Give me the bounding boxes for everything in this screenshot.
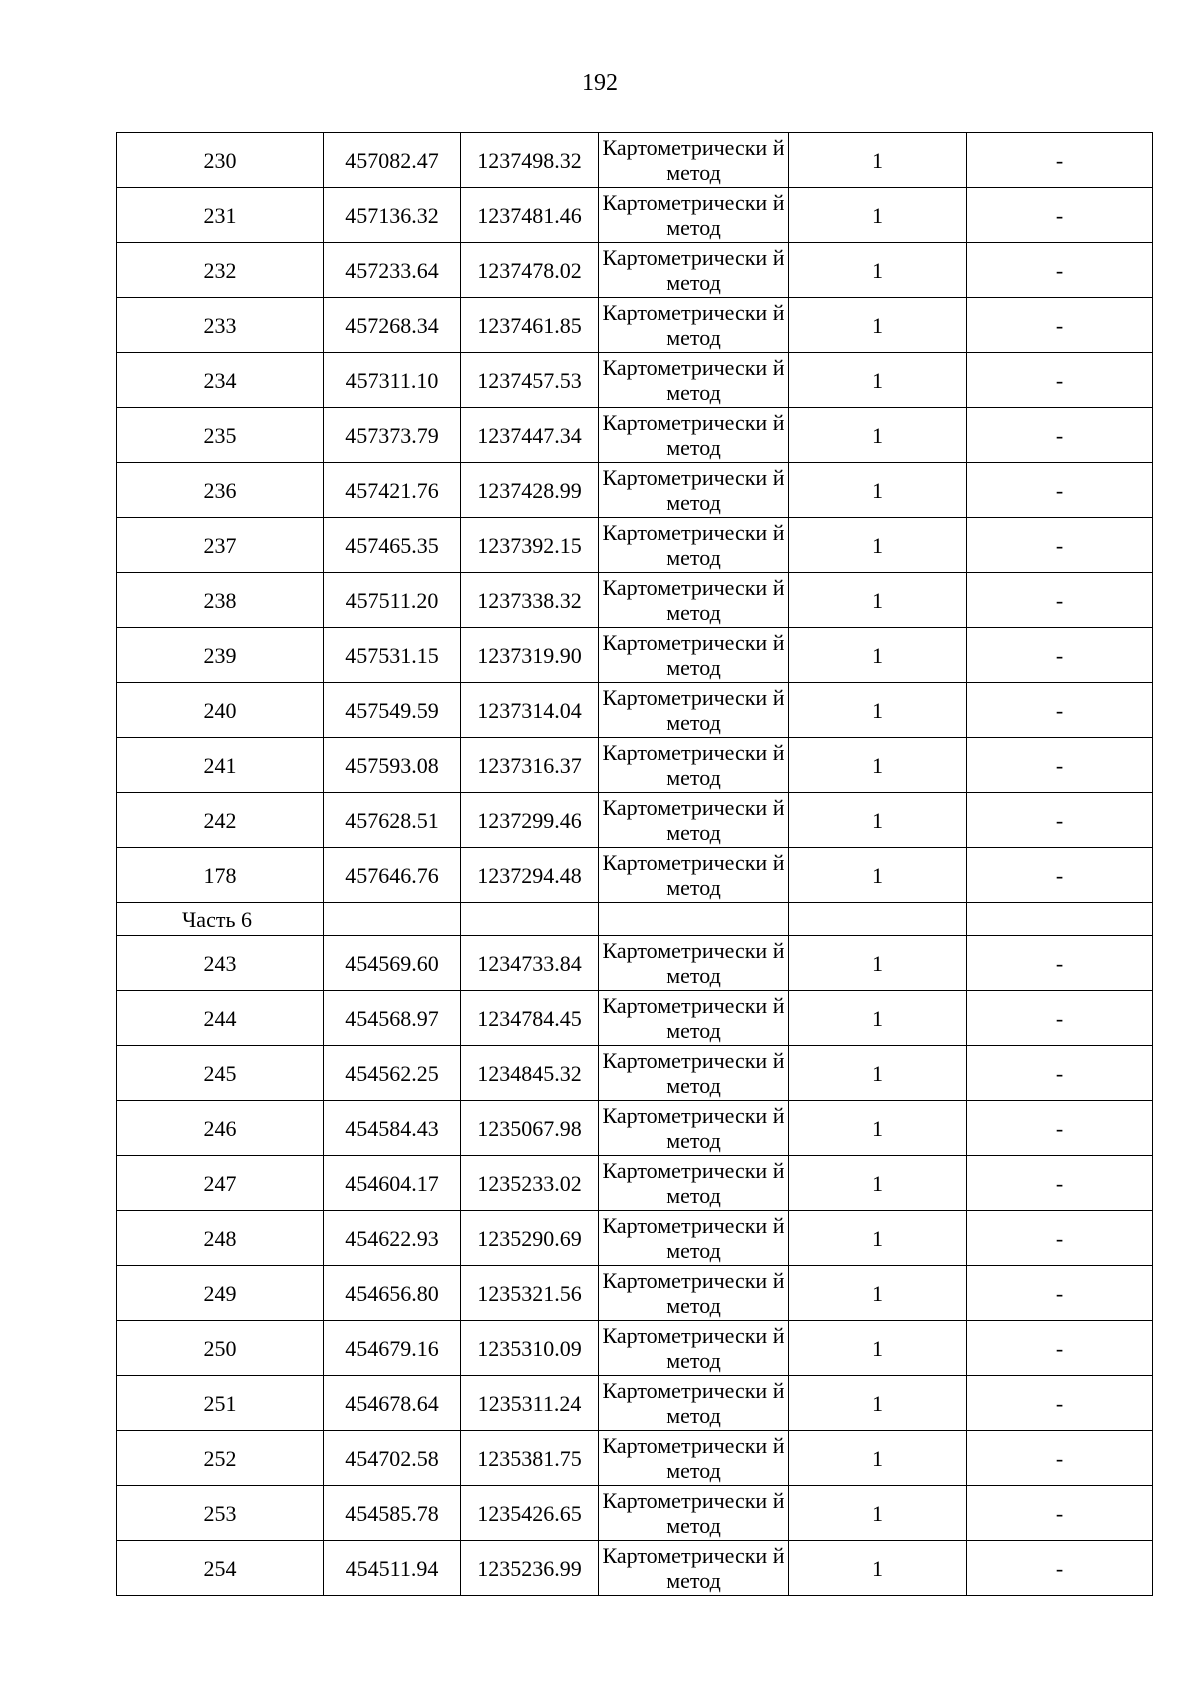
y-coordinate-cell: 1237338.32 [461,573,599,628]
method-cell: Картометрически й метод [599,1046,789,1101]
x-coordinate-cell: 454702.58 [324,1431,461,1486]
table-row [117,133,1153,188]
x-coordinate-cell: 457593.08 [324,738,461,793]
x-coordinate-cell: 454679.16 [324,1321,461,1376]
y-coordinate-cell: 1235236.99 [461,1541,599,1596]
point-number-cell: 243 [117,936,324,991]
description-cell: - [967,683,1153,738]
method-cell: Картометрически й метод [599,628,789,683]
point-number-cell: 233 [117,298,324,353]
x-coordinate-cell: 454622.93 [324,1211,461,1266]
table-row [117,793,1153,848]
method-cell: Картометрически й метод [599,353,789,408]
accuracy-cell: 1 [789,628,967,683]
description-cell: - [967,1376,1153,1431]
method-cell: Картометрически й метод [599,738,789,793]
x-coordinate-cell: 454678.64 [324,1376,461,1431]
accuracy-cell: 1 [789,353,967,408]
y-coordinate-cell: 1237392.15 [461,518,599,573]
accuracy-cell: 1 [789,1321,967,1376]
y-coordinate-cell: 1234784.45 [461,991,599,1046]
table-row [117,628,1153,683]
method-cell: Картометрически й метод [599,133,789,188]
accuracy-cell: 1 [789,1486,967,1541]
method-cell: Картометрически й метод [599,1266,789,1321]
accuracy-cell: 1 [789,518,967,573]
point-number-cell: 247 [117,1156,324,1211]
x-coordinate-cell: 457311.10 [324,353,461,408]
accuracy-cell: 1 [789,848,967,903]
point-number-cell: 245 [117,1046,324,1101]
point-number-cell: 237 [117,518,324,573]
method-cell: Картометрически й метод [599,936,789,991]
method-cell: Картометрически й метод [599,463,789,518]
table-row [117,1211,1153,1266]
point-number-cell: 232 [117,243,324,298]
method-cell: Картометрически й метод [599,1321,789,1376]
table-row [117,188,1153,243]
empty-cell [599,903,789,936]
table-row [117,1156,1153,1211]
accuracy-cell: 1 [789,298,967,353]
method-cell: Картометрически й метод [599,1486,789,1541]
empty-cell [461,903,599,936]
method-cell: Картометрически й метод [599,683,789,738]
description-cell: - [967,1486,1153,1541]
y-coordinate-cell: 1237447.34 [461,408,599,463]
y-coordinate-cell: 1235233.02 [461,1156,599,1211]
table-row [117,573,1153,628]
description-cell: - [967,133,1153,188]
y-coordinate-cell: 1235290.69 [461,1211,599,1266]
point-number-cell: 242 [117,793,324,848]
point-number-cell: 250 [117,1321,324,1376]
x-coordinate-cell: 454568.97 [324,991,461,1046]
table-row [117,991,1153,1046]
table-row [117,848,1153,903]
x-coordinate-cell: 457233.64 [324,243,461,298]
x-coordinate-cell: 457646.76 [324,848,461,903]
point-number-cell: 254 [117,1541,324,1596]
table-row [117,1266,1153,1321]
section-header-row [117,903,1153,936]
method-cell: Картометрически й метод [599,1541,789,1596]
x-coordinate-cell: 457136.32 [324,188,461,243]
x-coordinate-cell: 457549.59 [324,683,461,738]
description-cell: - [967,188,1153,243]
method-cell: Картометрически й метод [599,1376,789,1431]
accuracy-cell: 1 [789,738,967,793]
x-coordinate-cell: 457082.47 [324,133,461,188]
description-cell: - [967,573,1153,628]
y-coordinate-cell: 1237314.04 [461,683,599,738]
x-coordinate-cell: 457373.79 [324,408,461,463]
x-coordinate-cell: 457511.20 [324,573,461,628]
method-cell: Картометрически й метод [599,793,789,848]
accuracy-cell: 1 [789,936,967,991]
description-cell: - [967,1211,1153,1266]
accuracy-cell: 1 [789,133,967,188]
empty-cell [967,903,1153,936]
table-row [117,1376,1153,1431]
description-cell: - [967,298,1153,353]
point-number-cell: 249 [117,1266,324,1321]
x-coordinate-cell: 457628.51 [324,793,461,848]
y-coordinate-cell: 1237299.46 [461,793,599,848]
table-row [117,738,1153,793]
table-row [117,243,1153,298]
y-coordinate-cell: 1235311.24 [461,1376,599,1431]
point-number-cell: 236 [117,463,324,518]
description-cell: - [967,1321,1153,1376]
method-cell: Картометрически й метод [599,188,789,243]
x-coordinate-cell: 454569.60 [324,936,461,991]
description-cell: - [967,793,1153,848]
table-row [117,683,1153,738]
accuracy-cell: 1 [789,683,967,738]
accuracy-cell: 1 [789,1156,967,1211]
x-coordinate-cell: 457465.35 [324,518,461,573]
y-coordinate-cell: 1235067.98 [461,1101,599,1156]
y-coordinate-cell: 1237294.48 [461,848,599,903]
point-number-cell: 230 [117,133,324,188]
empty-cell [324,903,461,936]
table-row [117,298,1153,353]
accuracy-cell: 1 [789,1101,967,1156]
point-number-cell: 239 [117,628,324,683]
y-coordinate-cell: 1237319.90 [461,628,599,683]
accuracy-cell: 1 [789,188,967,243]
accuracy-cell: 1 [789,793,967,848]
y-coordinate-cell: 1235321.56 [461,1266,599,1321]
point-number-cell: 235 [117,408,324,463]
method-cell: Картометрически й метод [599,1211,789,1266]
point-number-cell: 244 [117,991,324,1046]
point-number-cell: 238 [117,573,324,628]
x-coordinate-cell: 454604.17 [324,1156,461,1211]
point-number-cell: 231 [117,188,324,243]
description-cell: - [967,991,1153,1046]
accuracy-cell: 1 [789,1046,967,1101]
table-row [117,1486,1153,1541]
table-row [117,936,1153,991]
method-cell: Картометрически й метод [599,298,789,353]
accuracy-cell: 1 [789,1431,967,1486]
coordinates-table-body [117,133,1153,1596]
point-number-cell: 252 [117,1431,324,1486]
y-coordinate-cell: 1237461.85 [461,298,599,353]
table-row [117,463,1153,518]
point-number-cell: 234 [117,353,324,408]
section-label: Часть 6 [117,903,324,936]
page-number: 192 [582,70,618,96]
table-row [117,353,1153,408]
accuracy-cell: 1 [789,573,967,628]
accuracy-cell: 1 [789,991,967,1046]
point-number-cell: 178 [117,848,324,903]
description-cell: - [967,353,1153,408]
x-coordinate-cell: 457421.76 [324,463,461,518]
accuracy-cell: 1 [789,408,967,463]
y-coordinate-cell: 1237498.32 [461,133,599,188]
x-coordinate-cell: 454656.80 [324,1266,461,1321]
x-coordinate-cell: 454584.43 [324,1101,461,1156]
method-cell: Картометрически й метод [599,243,789,298]
table-row [117,518,1153,573]
method-cell: Картометрически й метод [599,991,789,1046]
accuracy-cell: 1 [789,1211,967,1266]
method-cell: Картометрически й метод [599,408,789,463]
empty-cell [789,903,967,936]
point-number-cell: 251 [117,1376,324,1431]
x-coordinate-cell: 457531.15 [324,628,461,683]
table-row [117,1321,1153,1376]
x-coordinate-cell: 454585.78 [324,1486,461,1541]
accuracy-cell: 1 [789,1266,967,1321]
description-cell: - [967,1266,1153,1321]
description-cell: - [967,1046,1153,1101]
description-cell: - [967,848,1153,903]
y-coordinate-cell: 1237481.46 [461,188,599,243]
x-coordinate-cell: 454562.25 [324,1046,461,1101]
point-number-cell: 248 [117,1211,324,1266]
table-row [117,408,1153,463]
y-coordinate-cell: 1237478.02 [461,243,599,298]
method-cell: Картометрически й метод [599,573,789,628]
description-cell: - [967,1541,1153,1596]
table-row [117,1431,1153,1486]
y-coordinate-cell: 1237457.53 [461,353,599,408]
y-coordinate-cell: 1237316.37 [461,738,599,793]
y-coordinate-cell: 1235426.65 [461,1486,599,1541]
description-cell: - [967,936,1153,991]
description-cell: - [967,243,1153,298]
point-number-cell: 240 [117,683,324,738]
y-coordinate-cell: 1234733.84 [461,936,599,991]
y-coordinate-cell: 1235310.09 [461,1321,599,1376]
description-cell: - [967,628,1153,683]
accuracy-cell: 1 [789,243,967,298]
method-cell: Картометрически й метод [599,848,789,903]
point-number-cell: 253 [117,1486,324,1541]
table-row [117,1541,1153,1596]
accuracy-cell: 1 [789,1541,967,1596]
accuracy-cell: 1 [789,1376,967,1431]
description-cell: - [967,408,1153,463]
y-coordinate-cell: 1235381.75 [461,1431,599,1486]
description-cell: - [967,1156,1153,1211]
method-cell: Картометрически й метод [599,1156,789,1211]
x-coordinate-cell: 454511.94 [324,1541,461,1596]
x-coordinate-cell: 457268.34 [324,298,461,353]
table-row [117,1101,1153,1156]
description-cell: - [967,463,1153,518]
description-cell: - [967,1101,1153,1156]
description-cell: - [967,738,1153,793]
point-number-cell: 246 [117,1101,324,1156]
method-cell: Картометрически й метод [599,1431,789,1486]
description-cell: - [967,518,1153,573]
point-number-cell: 241 [117,738,324,793]
method-cell: Картометрически й метод [599,518,789,573]
y-coordinate-cell: 1237428.99 [461,463,599,518]
method-cell: Картометрически й метод [599,1101,789,1156]
table-row [117,1046,1153,1101]
accuracy-cell: 1 [789,463,967,518]
description-cell: - [967,1431,1153,1486]
coordinates-table [116,132,1153,1596]
y-coordinate-cell: 1234845.32 [461,1046,599,1101]
